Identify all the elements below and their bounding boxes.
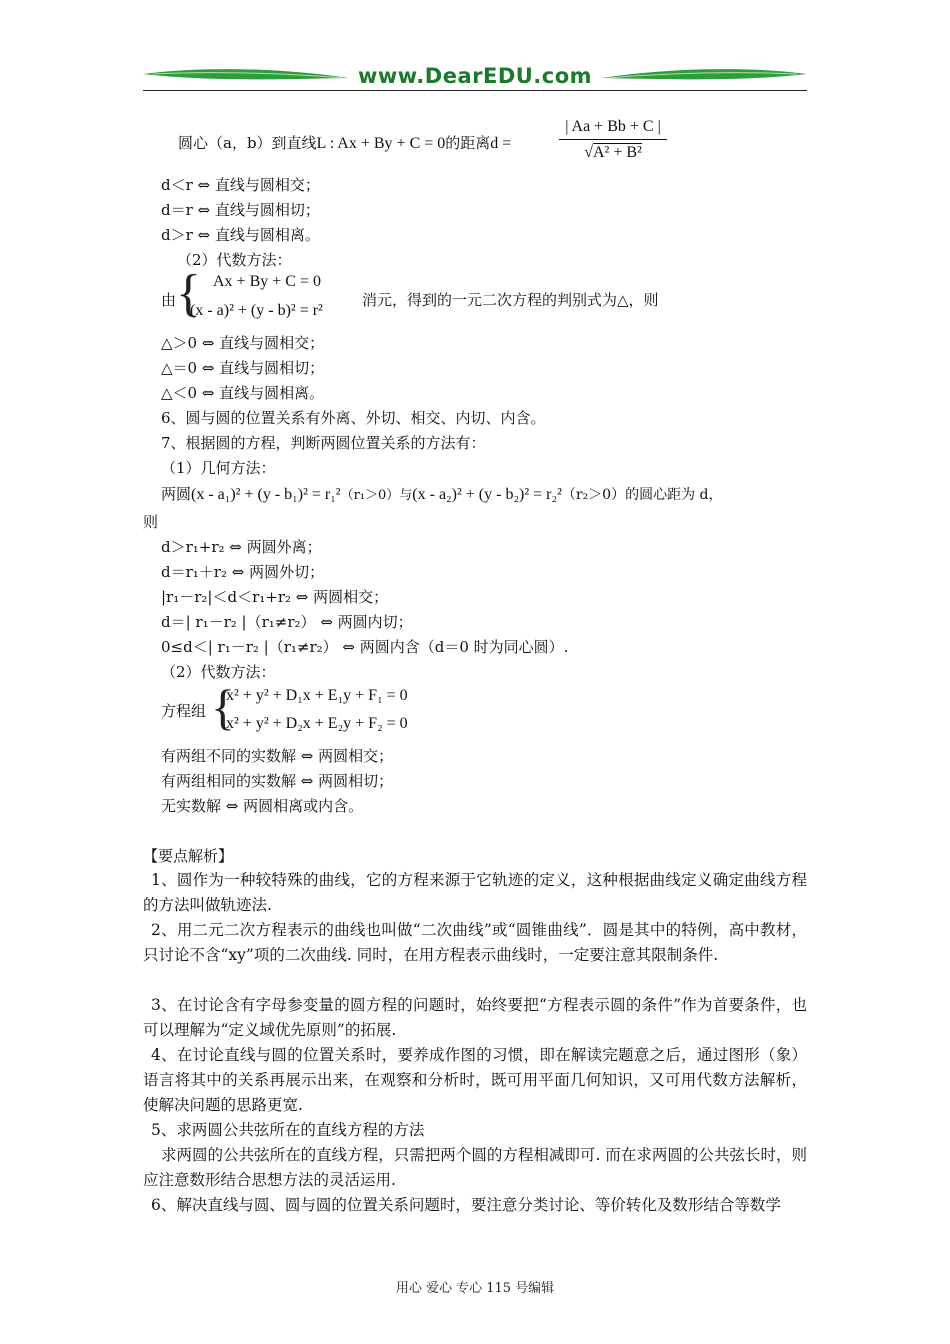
sys2-eq2: x² + y² + D₂x + E₂y + F₂ = 0 [226, 715, 408, 732]
point-2: 2、用二元二次方程表示的曲线也叫做“二次曲线”或“圆锥曲线”．圆是其中的特例，高中教材，只讨论不含“xy”项的二次曲线. 同时，在用方程表示曲线时，一定要注意其限制条件. [143, 921, 807, 964]
distance-fraction [557, 117, 669, 164]
cc-case-1: d＞r₁+r₂ ⇔ 两圆外离； [161, 538, 322, 556]
sys2-case-2: 有两组相同的实数解 ⇔ 两圆相切； [161, 772, 394, 790]
sys1-eq2: (x - a)² + (y - b)² = r² [190, 302, 323, 319]
geo-case-3: d＞r ⇔ 直线与圆相离。 [161, 226, 320, 244]
distance-formula [178, 133, 511, 154]
cc-case-3: |r₁－r₂|＜d＜r₁+r₂ ⇔ 两圆相交； [161, 588, 389, 606]
item-6: 6、圆与圆的位置关系有外离、外切、相交、内切、内含。 [161, 409, 546, 427]
two-circles-line [161, 484, 723, 506]
header-rule [143, 90, 807, 91]
section-title: 【要点解析】 [143, 847, 234, 865]
distance-lead: 圆心（a，b）到直线 [178, 134, 317, 152]
point-1: 1、圆作为一种较特殊的曲线，它的方程来源于它轨迹的定义，这种根据曲线定义确定曲线方程的方法叫做轨迹法. [143, 871, 807, 914]
fraction-bar [559, 139, 667, 140]
circle-1-condition: （r₁＞0）与 [340, 488, 413, 503]
sys2-case-1: 有两组不同的实数解 ⇔ 两圆相交； [161, 747, 394, 765]
d-equals: d = [490, 135, 512, 152]
line-equation: L : Ax + By + C = 0 [316, 135, 446, 152]
page-footer: 用心 爱心 专心 115 号编辑 [395, 1281, 555, 1296]
sys2-lead: 方程组 [161, 702, 207, 720]
alg-title: （2）代数方法： [177, 251, 292, 269]
page-header [143, 62, 807, 94]
sys1-lead: 由 [161, 291, 177, 309]
alg-case-2: △＝0 ⇔ 直线与圆相切； [161, 359, 325, 377]
fraction-denominator: √A² + B² [584, 144, 642, 161]
sys2-case-3: 无实数解 ⇔ 两圆相离或内含。 [161, 797, 364, 815]
geo-case-1: d＜r ⇔ 直线与圆相交； [161, 176, 320, 194]
cc-case-2: d＝r₁＋r₂ ⇔ 两圆外切； [161, 563, 325, 581]
point-5: 5、求两圆公共弦所在的直线方程的方法 [151, 1121, 425, 1139]
point-6: 6、解决直线与圆、圆与圆的位置关系问题时，要注意分类讨论、等价转化及数形结合等数学 [151, 1196, 781, 1214]
denominator-radicand: A² + B² [592, 144, 642, 161]
two-circles-cont: 则 [143, 513, 159, 531]
circle-2-condition: （r₂＞0）的圆心距为 d， [561, 487, 723, 503]
sys1-tail: 消元，得到的一元二次方程的判别式为△，则 [362, 291, 659, 309]
fraction-numerator: | Aa + Bb + C | [565, 118, 661, 135]
cc-case-4: d＝| r₁－r₂ |（r₁≠r₂） ⇔ 两圆内切； [161, 613, 413, 631]
site-logo-text: www.DearEDU.com [357, 64, 593, 88]
distance-mid: 的距离 [445, 134, 491, 152]
point-5-body: 求两圆的公共弦所在的直线方程，只需把两个圆的方程相减即可. 而在求两圆的公共弦长时，则应注意数形结合思想方法的灵活运用. [143, 1146, 807, 1189]
geo-case-2: d＝r ⇔ 直线与圆相切； [161, 201, 320, 219]
alg2-title: （2）代数方法： [161, 663, 276, 681]
circle-1-equation: (x - a₁)² + (y - b₁)² = r₁² [191, 486, 341, 503]
point-4: 4、在讨论直线与圆的位置关系时，要养成作图的习惯，即在解读完题意之后，通过图形（象）语言将其中的关系再展示出来，在观察和分析时，既可用平面几何知识，又可用代数方法解析，使解决问题的思路更宽. [143, 1046, 807, 1114]
geo2-title: （1）几何方法： [161, 459, 276, 477]
alg-case-1: △＞0 ⇔ 直线与圆相交； [161, 334, 325, 352]
circle-2-equation: (x - a₂)² + (y - b₂)² = r₂² [412, 486, 562, 503]
sys2-brace: { [211, 679, 235, 735]
sys2-eq1: x² + y² + D₁x + E₁y + F₁ = 0 [226, 687, 408, 704]
sys1-eq1: Ax + By + C = 0 [213, 273, 321, 290]
alg-case-3: △＜0 ⇔ 直线与圆相离。 [161, 384, 325, 402]
cc-case-5: 0≤d＜| r₁－r₂ |（r₁≠r₂） ⇔ 两圆内含（d＝0 时为同心圆）. [161, 638, 569, 656]
two-circles-lead: 两圆 [161, 485, 192, 503]
item-7: 7、根据圆的方程，判断两圆位置关系的方法有： [161, 434, 486, 452]
point-3: 3、在讨论含有字母参变量的圆方程的问题时，始终要把“方程表示圆的条件”作为首要条件，也可以理解为“定义域优先原则”的拓展. [143, 996, 807, 1039]
sys1-brace: { [176, 265, 201, 322]
